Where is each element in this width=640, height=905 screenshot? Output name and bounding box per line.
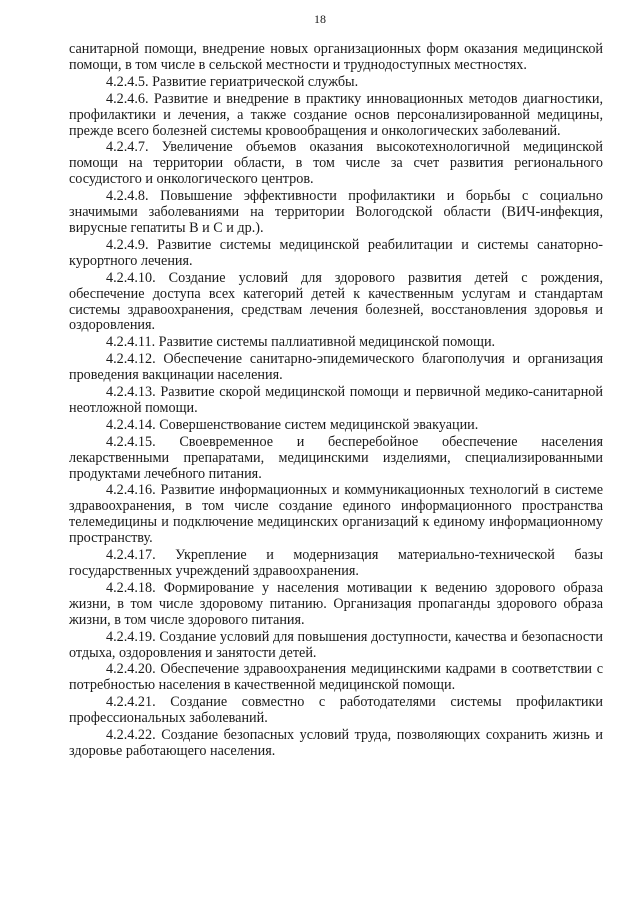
paragraph-4-2-4-20: 4.2.4.20. Обеспечение здравоохранения медицинскими кадрами в соответствии с потребностью населения в качественной медицинской помощи. [69,661,603,694]
paragraph-continuation: санитарной помощи, внедрение новых организационных форм оказания медицинской помощи, в том числе в сельской местности и труднодоступных местностях. [69,41,603,73]
paragraph-4-2-4-10: 4.2.4.10. Создание условий для здорового развития детей с рождения, обеспечение доступа всех категорий детей к качественным услугам и стандартам системы здравоохранения, средствам лечения болезней, восстановления здоровья и оздоровления. [69,269,603,334]
paragraph-4-2-4-13: 4.2.4.13. Развитие скорой медицинской помощи и первичной медико-санитарной неотложной помощи. [69,384,603,416]
document-body [69,42,603,761]
paragraph-4-2-4-8: 4.2.4.8. Повышение эффективности профилактики и борьбы с социально значимыми заболеваниями на территории Вологодской области (ВИЧ-инфекция, вирусные гепатиты В и С и др.). [69,188,603,236]
paragraph-4-2-4-22: 4.2.4.22. Создание безопасных условий труда, позволяющих сохранить жизнь и здоровье работающего населения. [69,727,603,759]
paragraph-4-2-4-18: 4.2.4.18. Формирование у населения мотивации к ведению здорового образа жизни, в том числе здоровому питанию. Организация пропаганды здорового образа жизни, в том числе здорового питания. [69,579,603,628]
paragraph-4-2-4-5: 4.2.4.5. Развитие гериатрической службы. [106,73,359,90]
paragraph-4-2-4-17: 4.2.4.17. Укрепление и модернизация материально-технической базы государственных учреждений здравоохранения. [69,547,603,579]
paragraph-4-2-4-16: 4.2.4.16. Развитие информационных и коммуникационных технологий в системе здравоохранения, в том числе создание единого информационного пространства телемедицины и подключение медицинских организаций к единому информационному пространству. [69,482,603,547]
page-number: 18 [314,12,326,26]
paragraph-4-2-4-19: 4.2.4.19. Создание условий для повышения доступности, качества и безопасности отдыха, оздоровления и занятости детей. [69,628,603,661]
paragraph-4-2-4-21: 4.2.4.21. Создание совместно с работодателями системы профилактики профессиональных заболеваний. [69,694,603,727]
paragraph-4-2-4-12: 4.2.4.12. Обеспечение санитарно-эпидемического благополучия и организация проведения вакцинации населения. [69,351,603,384]
paragraph-4-2-4-11: 4.2.4.11. Развитие системы паллиативной медицинской помощи. [106,334,496,351]
paragraph-4-2-4-15: 4.2.4.15. Своевременное и бесперебойное обеспечение населения лекарственными препаратами, медицинскими изделиями, специализированными продуктами лечебного питания. [69,433,603,482]
paragraph-4-2-4-6: 4.2.4.6. Развитие и внедрение в практику инновационных методов диагностики, профилактики и лечения, а также создание основ персонализированной медицины, прежде всего болезней системы кровообращения и онкологических заболеваний. [69,90,603,139]
paragraph-4-2-4-7: 4.2.4.7. Увеличение объемов оказания высокотехнологичной медицинской помощи на территории области, в том числе за счет развития регионального сосудистого и онкологического центров. [69,139,603,188]
paragraph-4-2-4-9: 4.2.4.9. Развитие системы медицинской реабилитации и системы санаторно-курортного лечения. [69,236,603,269]
paragraph-4-2-4-14: 4.2.4.14. Совершенствование систем медицинской эвакуации. [106,416,479,433]
